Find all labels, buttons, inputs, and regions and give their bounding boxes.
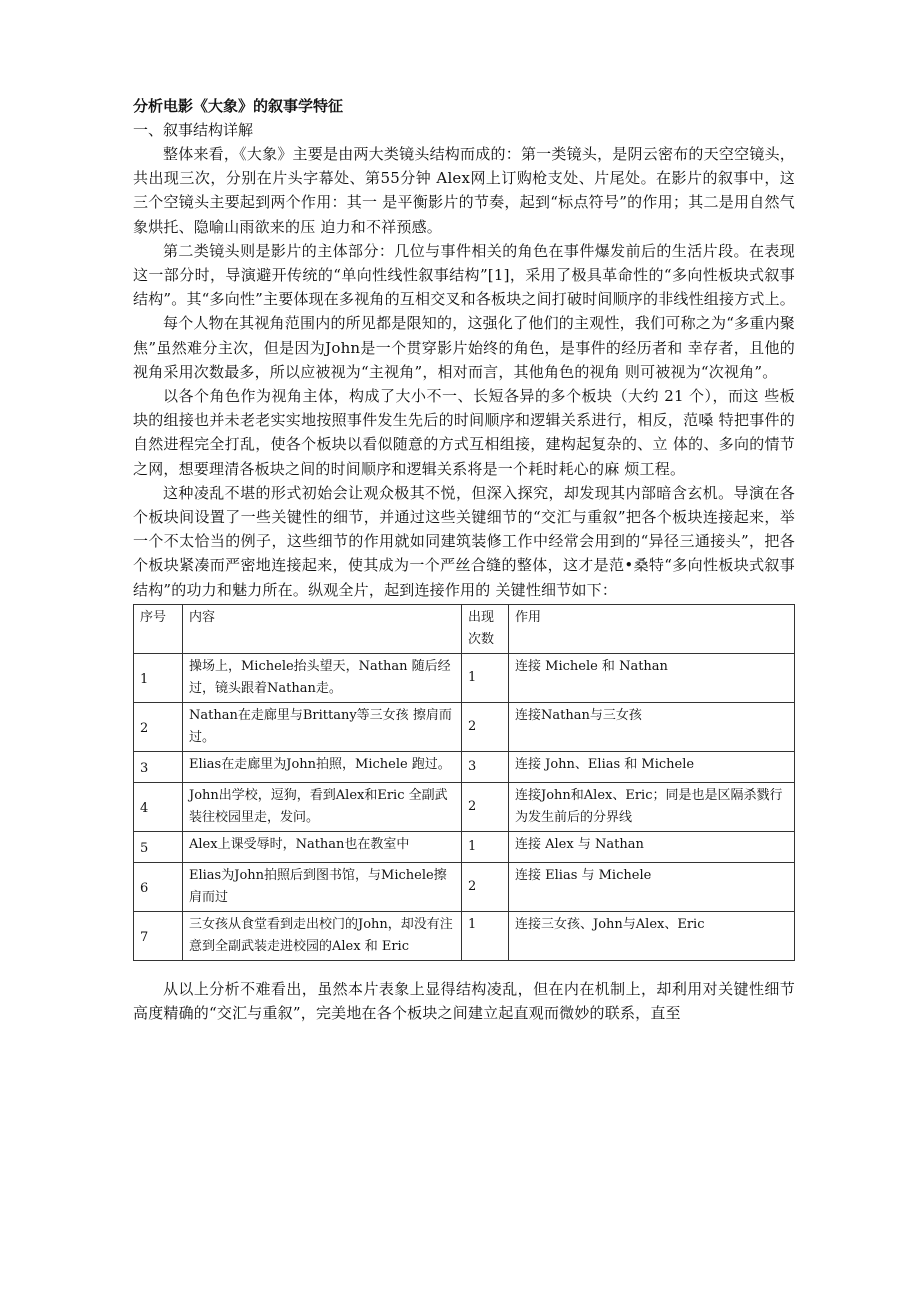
paragraph: 每个人物在其视角范围内的所见都是限知的，这强化了他们的主观性，我们可称之为“多重内聚焦”虽然难分主次，但是因为John是一个贯穿影片始终的角色，是事件的经历者和 幸存者，且他的视角采用次数最多，所以应被视为“主视角”，相对而言，其他角色的视角 则可被视为“次视角”。 [133,314,795,381]
row-count: 3 [462,751,509,782]
closing-paragraph: 从以上分析不难看出，虽然本片表象上显得结构凌乱，但在内在机制上，却利用对关键性细节高度精确的“交汇与重叙”，完美地在各个板块之间建立起直观而微妙的联系，直至 [133,979,795,1023]
row-effect: 连接 Alex 与 Nathan [509,831,795,862]
row-effect: 连接 Michele 和 Nathan [509,653,795,702]
header-content: 内容 [183,604,462,653]
document-page [133,94,795,1025]
row-index: 2 [134,702,183,751]
document-title: 分析电影《大象》的叙事学特征 [133,97,344,115]
key-details-table [133,604,795,961]
row-content: Elias在走廊里为John拍照，Michele 跑过。 [183,751,462,782]
row-effect: 连接John和Alex、Eric；同是也是区隔杀戮行为发生前后的分界线 [509,782,795,831]
row-count: 1 [462,911,509,960]
table-row [134,782,795,831]
row-count: 1 [462,653,509,702]
row-count: 1 [462,831,509,862]
row-content: John出学校，逗狗，看到Alex和Eric 全副武装往校园里走，发问。 [183,782,462,831]
row-index: 5 [134,831,183,862]
section-heading: 一、叙事结构详解 [133,121,254,139]
row-content: 操场上，Michele抬头望天，Nathan 随后经过，镜头跟着Nathan走。 [183,653,462,702]
header-effect: 作用 [509,604,795,653]
row-effect: 连接 John、Elias 和 Michele [509,751,795,782]
table-row [134,831,795,862]
paragraph: 以各个角色作为视角主体，构成了大小不一、长短各异的多个板块（大约 21 个），而这 些板块的组接也并未老老实实地按照事件发生先后的时间顺序和逻辑关系进行，相反，范嗓 特把事件的自然进程完全打乱，使各个板块以看似随意的方式互相组接，建构起复杂的、立 体的、多向的情节之网，想要理清各板块之间的时间顺序和逻辑关系将是一个耗时耗心的麻 烦工程。 [133,387,795,478]
row-effect: 连接 Elias 与 Michele [509,862,795,911]
table-row [134,702,795,751]
row-content: Alex上课受辱时，Nathan也在教室中 [183,831,462,862]
row-count: 2 [462,702,509,751]
header-index: 序号 [134,604,183,653]
header-count: 出现次数 [462,604,509,653]
row-index: 7 [134,911,183,960]
row-effect: 连接Nathan与三女孩 [509,702,795,751]
row-index: 3 [134,751,183,782]
table-row [134,862,795,911]
row-content: 三女孩从食堂看到走出校门的John，却没有注意到全副武装走进校园的Alex 和 Eric [183,911,462,960]
row-effect: 连接三女孩、John与Alex、Eric [509,911,795,960]
table-row [134,911,795,960]
row-count: 2 [462,862,509,911]
row-content: Nathan在走廊里与Brittany等三女孩 擦肩而过。 [183,702,462,751]
table-row [134,653,795,702]
row-index: 1 [134,653,183,702]
table-row [134,751,795,782]
paragraph: 第二类镜头则是影片的主体部分：几位与事件相关的角色在事件爆发前后的生活片段。在表现这一部分时，导演避开传统的“单向性线性叙事结构”[1]，采用了极具革命性的“多向性板块式叙事结构”。其“多向性”主要体现在多视角的互相交叉和各板块之间打破时间顺序的非线性组接方式上。 [133,241,796,309]
paragraph: 这种凌乱不堪的形式初始会让观众极其不悦，但深入探究，却发现其内部暗含玄机。导演在各个板块间设置了一些关键性的细节，并通过这些关键细节的“交汇与重叙”把各个板块连接起来，举一个不太恰当的例子，这些细节的作用就如同建筑装修工作中经常会用到的“异径三通接头”，把各个板块紧凑而严密地连接起来，使其成为一个严丝合缝的整体，这才是范•桑特“多向性板块式叙事结构”的功力和魅力所在。纵观全片，起到连接作用的 关键性细节如下： [133,483,795,599]
row-index: 6 [134,862,183,911]
row-index: 4 [134,782,183,831]
table-header-row [134,604,795,653]
row-count: 2 [462,782,509,831]
paragraph: 整体来看，《大象》主要是由两大类镜头结构而成的：第一类镜头，是阴云密布的天空空镜头，共出现三次，分别在片头字幕处、第55分钟 Alex网上订购枪支处、片尾处。在影片的叙事中，这三个空镜头主要起到两个作用：其一 是平衡影片的节奏，起到“标点符号”的作用；其二是用自然气象烘托、隐喻山雨欲来的压 迫力和不祥预感。 [133,145,795,236]
row-content: Elias为John拍照后到图书馆，与Michele擦肩而过 [183,862,462,911]
